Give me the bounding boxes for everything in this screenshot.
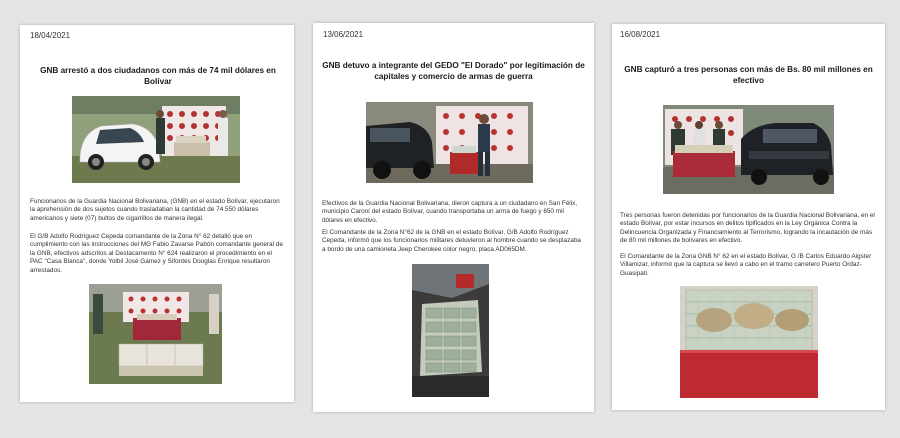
article-paragraph: Funcionarios de la Guardia Nacional Bolivariana, (GNB) en el estado Bolívar, ejecutaron la aprehensión de dos sujetos cuando trasladaban la cantidad de 74.550 dólares americanos y siete (07) bultos de cigarrillos de manera ilegal. (30, 198, 280, 222)
article-paragraph: El G/B Adolfo Rodríguez Cepeda comandante de la Zona N° 62 detalló que en cumplimiento con las instrucciones del MG Fabio Zavarse Pabón comandante general de la GNB, efectivos adscritos al Destacamento N° 624 realizaron el procedimiento en el PAC "Casa Blanca", donde Yolbil José Gámez y Sifontes Douglas Enrique resultaron arrestados. (30, 233, 283, 274)
arrest-photo-sedan (663, 105, 834, 194)
seized-bolivares-photo (680, 286, 818, 398)
article-title[interactable]: GNB capturó a tres personas con más de Bs. 80 mil millones en efectivo (624, 65, 873, 85)
article-paragraph: El Comandante de la Zona GNB N° 62 en el estado Bolívar, G /B Carlos Eduardo Aigster Villamizar, informó que la captura se llevó a cabo en el tramo carretero Puerto Ordaz-Guasipati. (620, 253, 872, 277)
arrest-photo-car (72, 96, 240, 183)
article-date: 18/04/2021 (30, 31, 71, 40)
article-date: 16/08/2021 (620, 30, 661, 39)
article-paragraph: El Comandante de la Zona N°62 de la GNB en el estado Bolívar, G/B Adolfo Rodríguez Cepeda, informó que los funcionarios militares detuvieron al hombre cuando se desplazaba a bordo de una camioneta Jeep Cherokee color negro, placa AD065DM. (322, 229, 581, 253)
article-title[interactable]: GNB arrestó a dos ciudadanos con más de 74 mil dólares en Bolívar (40, 66, 276, 86)
article-card-2 (313, 23, 594, 412)
article-date: 13/06/2021 (323, 30, 364, 39)
article-card-1 (20, 25, 294, 402)
arrest-photo-jeep (366, 102, 533, 183)
article-card-3 (612, 24, 885, 410)
article-paragraph: Efectivos de la Guardia Nacional Bolivariana, dieron captura a un ciudadano en San Félix, municipio Caroní del estado Bolívar, cuando transportaba un arma de fuego y 650 mil dólares en efectivo. (322, 200, 578, 224)
seized-cigarettes-photo (89, 284, 222, 384)
seized-cash-photo (412, 264, 489, 397)
article-paragraph: Tres personas fueron detenidas por funcionarios de la Guardia Nacional Bolivariana, en el estado Bolívar, por estar incursos en delitos tipificados en la Ley Orgánica Contra la Delincuencia Organizada y Financiamiento al Terrorismo, logrando la incautación de más de 80 mil millones de bolívares en efectivo. (620, 212, 875, 245)
article-title[interactable]: GNB detuvo a integrante del GEDO "El Dorado" por legitimación de capitales y comercio de armas de guerra (322, 61, 585, 81)
